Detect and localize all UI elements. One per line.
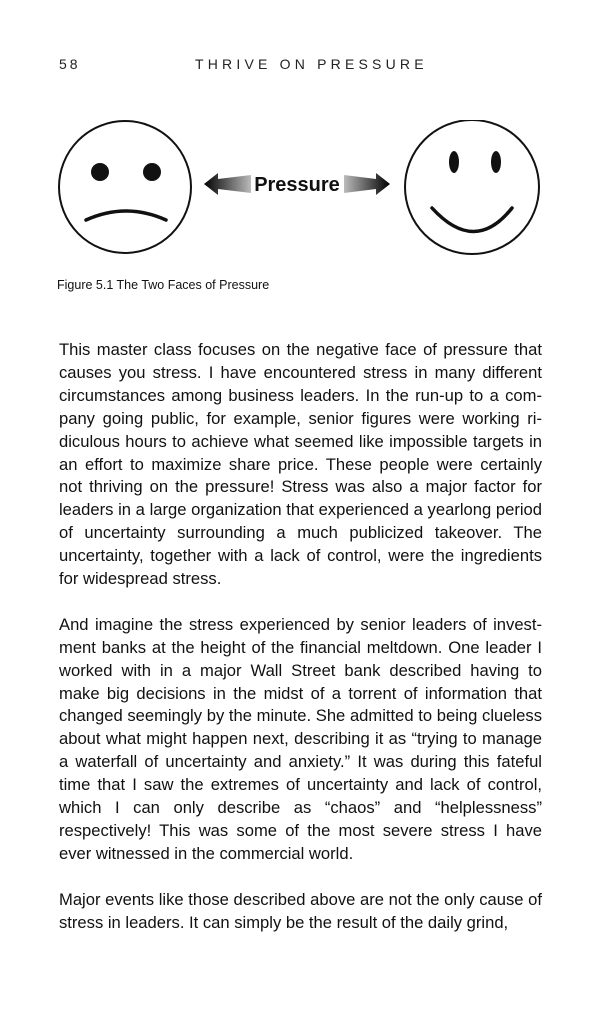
page-number: 58	[59, 56, 81, 72]
pressure-label: Pressure	[254, 174, 340, 196]
sad-face-icon	[59, 121, 191, 253]
happy-face-icon	[405, 120, 539, 254]
paragraph-2: And imagine the stress experienced by senior leaders of investment banks at the height of the financial meltdown. One leader I worked with in a major Wall Street bank described having to make big decisions in the midst of a torrent of information that changed seemingly by the minute. She admitted to being clueless about what might happen next, describing it as “trying to manage a waterfall of uncertainty and anxiety.” It was during this fateful time that I saw the extremes of uncertainty and lack of control, which I can only describe as “chaos” and “helplessness” respectively! This was some of the most severe stress I have ever witnessed in the commercial world.	[59, 614, 542, 863]
two-faces-figure	[0, 120, 600, 270]
paragraph-3: Major events like those described above are not the only cause of stress in leaders. It can simply be the result of the daily grind,	[59, 889, 542, 932]
figure-caption: Figure 5.1 The Two Faces of Pressure	[57, 278, 270, 292]
body-text	[59, 339, 542, 935]
paragraph-1: This master class focuses on the negative face of pressure that causes you stress. I have encountered stress in many different circumstances among business leaders. In the run-up to a company going public, for example, senior figures were working ridiculous hours to achieve what seemed like impossible targets in an effort to maximize share price. These people were certainly not thriving on the pressure! Stress was also a major factor for leaders in a large organization that experienced a yearlong period of uncertainty surrounding a much publicized takeover. The uncertainty, together with a lack of control, were the ingredients for widespread stress.	[59, 340, 542, 589]
running-head: THRIVE ON PRESSURE	[195, 56, 428, 72]
